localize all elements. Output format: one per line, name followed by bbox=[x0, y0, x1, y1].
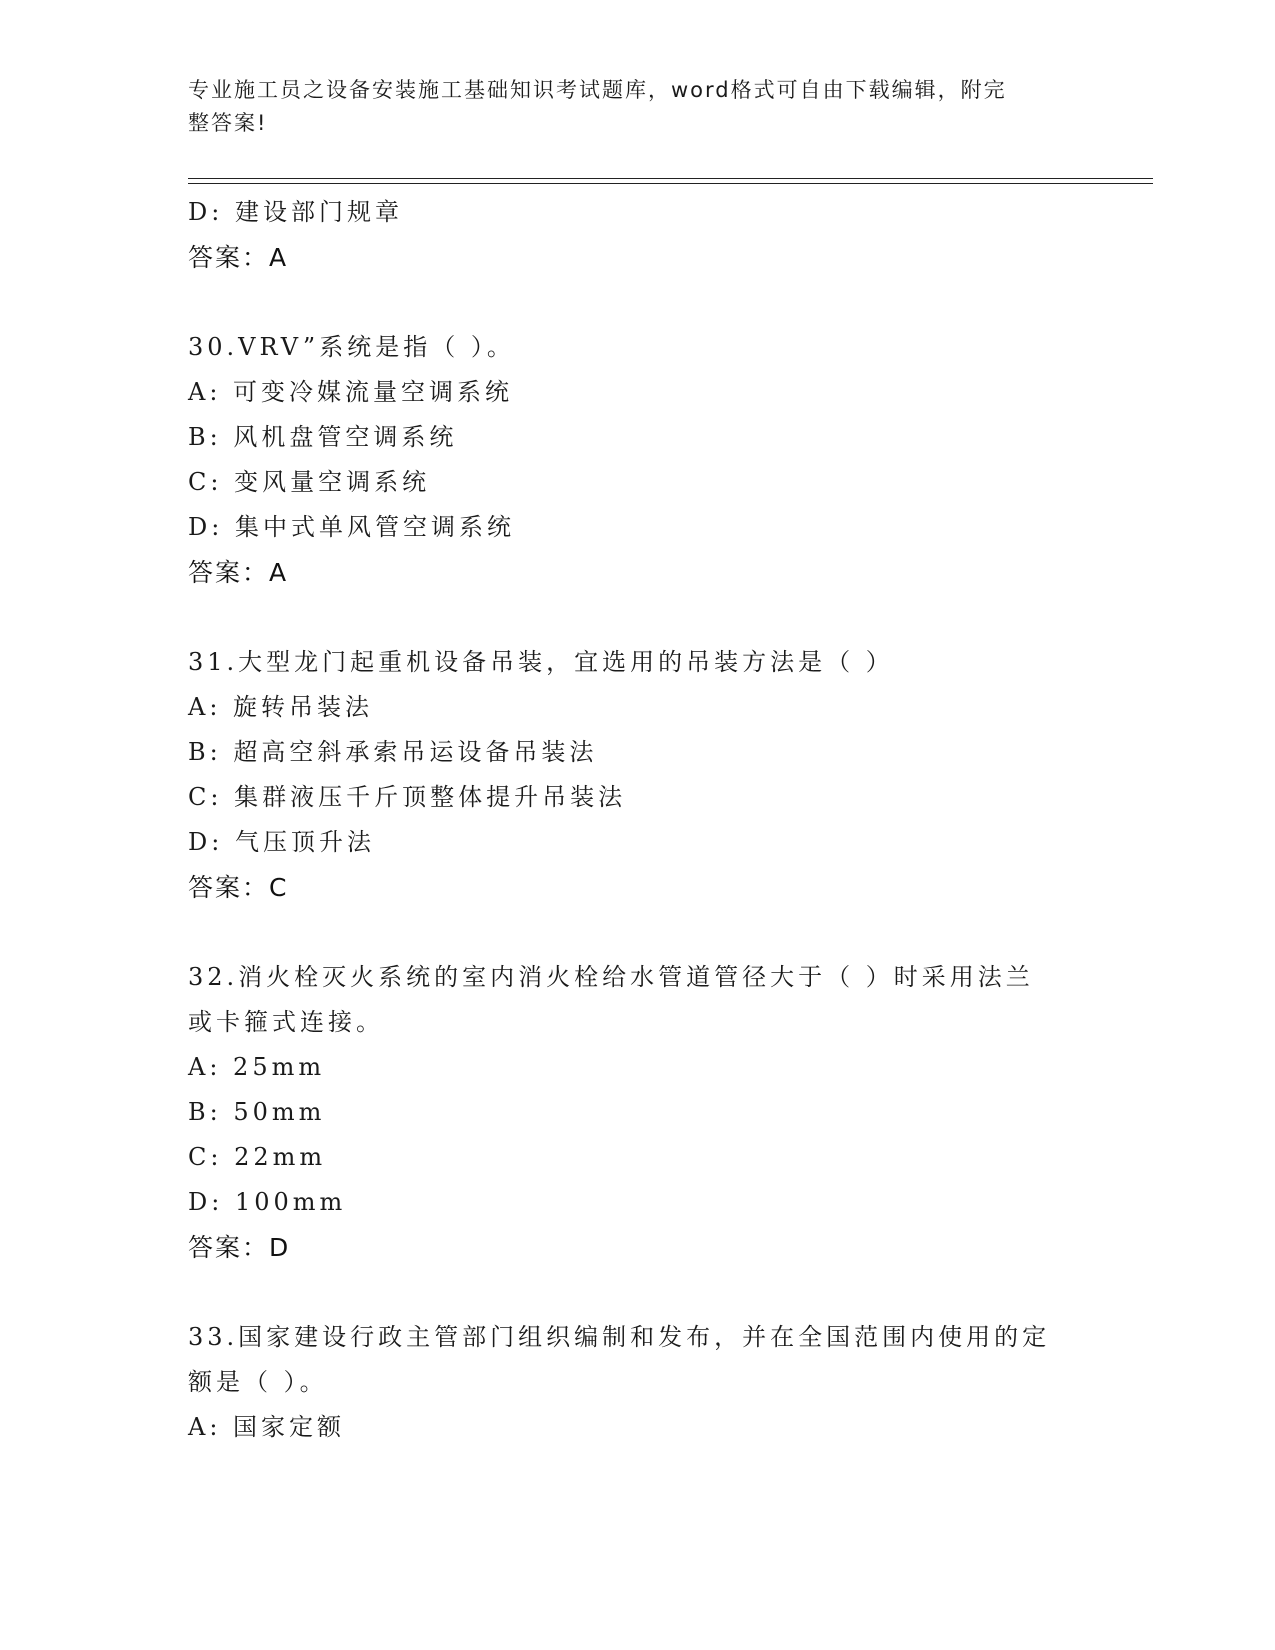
spacer bbox=[188, 595, 1088, 640]
q31-question: 31.大型龙门起重机设备吊装，宜选用的吊装方法是（ ） bbox=[188, 648, 894, 676]
q31-answer: 答案：C bbox=[188, 873, 289, 902]
q32-answer: 答案：D bbox=[188, 1233, 291, 1262]
q29-option-d: D: 建设部门规章 bbox=[188, 198, 403, 226]
q33-option-a: A: 国家定额 bbox=[188, 1413, 346, 1441]
q29-answer: 答案：A bbox=[188, 243, 289, 272]
q31-option-a: A: 旋转吊装法 bbox=[188, 693, 374, 721]
q32-option-b: B: 50mm bbox=[188, 1098, 326, 1126]
q32-option-a: A: 25mm bbox=[188, 1053, 326, 1081]
q31-option-d: D: 气压顶升法 bbox=[188, 828, 375, 856]
q33-question-line-1: 33.国家建设行政主管部门组织编制和发布，并在全国范围内使用的定 bbox=[188, 1323, 1051, 1351]
header-line-1: 专业施工员之设备安装施工基础知识考试题库，word格式可自由下载编辑，附完 bbox=[188, 78, 1007, 102]
q31-option-c: C: 集群液压千斤顶整体提升吊装法 bbox=[188, 783, 627, 811]
q30-option-b: B: 风机盘管空调系统 bbox=[188, 423, 458, 451]
q30-option-a: A: 可变冷媒流量空调系统 bbox=[188, 378, 514, 406]
document-header bbox=[188, 74, 1068, 140]
q30-option-c: C: 变风量空调系统 bbox=[188, 468, 431, 496]
q32-option-d: D: 100mm bbox=[188, 1188, 347, 1216]
spacer bbox=[188, 910, 1088, 955]
q32-question bbox=[188, 955, 1068, 1045]
q30-question: 30.VRV”系统是指（ ）。 bbox=[188, 333, 515, 361]
q30-option-d: D: 集中式单风管空调系统 bbox=[188, 513, 515, 541]
q33-question-line-2: 额是（ ）。 bbox=[188, 1368, 328, 1396]
header-line-2: 整答案! bbox=[188, 111, 268, 135]
question-list bbox=[188, 190, 1088, 1450]
q32-option-c: C: 22mm bbox=[188, 1143, 327, 1171]
spacer bbox=[188, 280, 1088, 325]
header-divider-top bbox=[188, 178, 1153, 179]
q33-question bbox=[188, 1315, 1068, 1405]
q32-question-line-2: 或卡箍式连接。 bbox=[188, 1008, 384, 1036]
q30-answer: 答案：A bbox=[188, 558, 289, 587]
q32-question-line-1: 32.消火栓灭火系统的室内消火栓给水管道管径大于（ ）时采用法兰 bbox=[188, 963, 1034, 991]
q31-option-b: B: 超高空斜承索吊运设备吊装法 bbox=[188, 738, 598, 766]
spacer bbox=[188, 1270, 1088, 1315]
header-divider-bottom bbox=[188, 183, 1153, 184]
